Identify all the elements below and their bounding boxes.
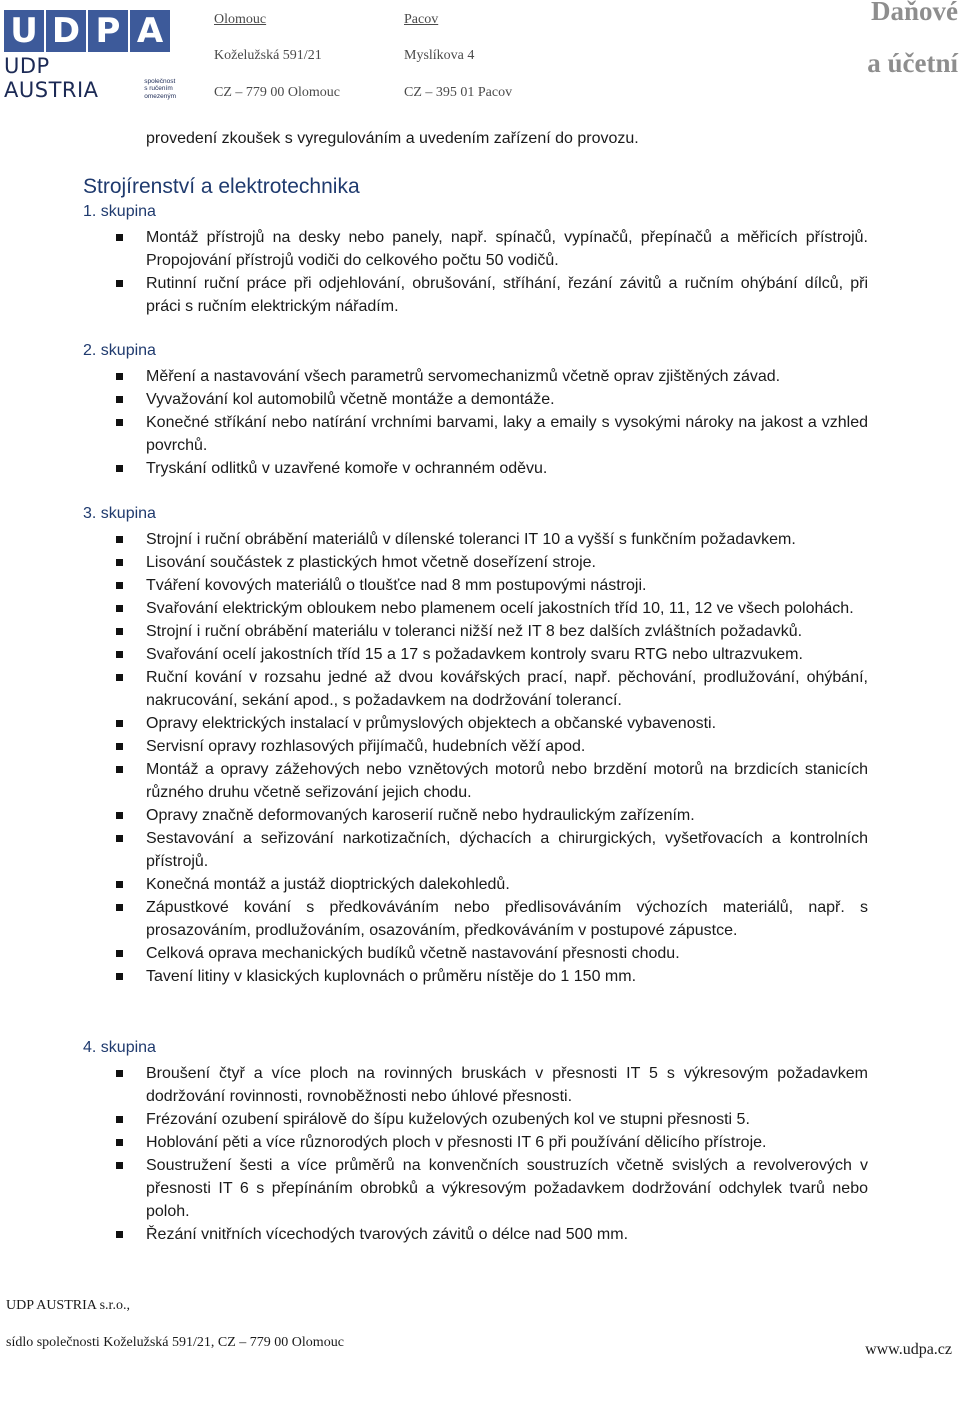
bullet-square-icon [116, 950, 123, 957]
group-list-3 [116, 528, 868, 988]
logo-letter-u: U [4, 10, 44, 52]
list-item [116, 574, 868, 597]
list-item [116, 643, 868, 666]
bullet-square-icon [116, 1162, 123, 1169]
list-item-text: Zápustkové kování s předkováváním nebo předlisováváním výchozích materiálů, např. s prosazováním, prodlužováním, osazováním, předkováváním v postupové zápustce. [146, 899, 868, 939]
list-item-text: Sestavování a seřizování narkotizačních, dýchacích a chirurgických, vyšetřovacích a kontrolních přístrojů. [146, 830, 868, 870]
bullet-square-icon [116, 720, 123, 727]
list-item-text: Vyvažování kol automobilů včetně montáže a demontáže. [146, 391, 555, 408]
list-item-text: Opravy elektrických instalací v průmyslových objektech a občanské vybavenosti. [146, 715, 717, 732]
list-item [116, 411, 868, 457]
list-item-text: Tváření kovových materiálů o tloušťce nad 8 mm postupovými nástroji. [146, 577, 647, 594]
group-label-3: 3. skupina [83, 505, 156, 522]
list-item-text: Montáž přístrojů na desky nebo panely, např. spínačů, vypínačů, přepínačů a měřicích přístrojů. Propojování přístrojů vodiči do celkového počtu 50 vodičů. [146, 229, 868, 269]
office-zip: CZ – 395 01 Pacov [404, 85, 513, 100]
bullet-square-icon [116, 465, 123, 472]
bullet-square-icon [116, 582, 123, 589]
list-item [116, 1223, 868, 1246]
list-item-text: Svařování elektrickým obloukem nebo plamenem ocelí jakostních tříd 10, 11, 12 ve všech polohách. [146, 600, 854, 617]
list-item-text: Montáž a opravy zážehových nebo vznětových motorů nebo brzdění motorů na brzdicích stanicích různého druhu včetně seřizování jejich chodu. [146, 761, 868, 801]
list-item [116, 226, 868, 272]
bullet-square-icon [116, 1070, 123, 1077]
footer-address: sídlo společnosti Koželužská 591/21, CZ – 779 00 Olomouc [6, 1335, 344, 1350]
office-street: Myslíkova 4 [404, 48, 475, 63]
list-item [116, 551, 868, 574]
list-item [116, 365, 868, 388]
list-item [116, 758, 868, 804]
list-item [116, 1108, 868, 1131]
logo-letter-a: A [130, 10, 170, 52]
list-item-text: Rutinní ruční práce při odjehlování, obrušování, stříhání, řezání závitů a ručním ohýbání dílců, při práci s ručním elektrickým nářadím. [146, 275, 868, 315]
bullet-square-icon [116, 536, 123, 543]
list-item-text: Frézování ozubení spirálově do šípu kuželových ozubených kol ve stupni přesnosti 5. [146, 1111, 750, 1128]
list-item-text: Tavení litiny v klasických kuplovnách o průměru nístěje do 1 150 mm. [146, 968, 637, 985]
bullet-square-icon [116, 1116, 123, 1123]
list-item-text: Hoblování pěti a více různorodých ploch v přesnosti IT 6 při používání dělicího přístroje. [146, 1134, 767, 1151]
bullet-square-icon [116, 766, 123, 773]
bullet-square-icon [116, 1231, 123, 1238]
office-street: Koželužská 591/21 [214, 48, 322, 63]
page-header [0, 0, 960, 110]
bullet-square-icon [116, 280, 123, 287]
bullet-square-icon [116, 419, 123, 426]
brand-line-2: a účetní [867, 48, 958, 78]
logo-company-name: UDP AUSTRIA [4, 54, 99, 102]
bullet-square-icon [116, 812, 123, 819]
bullet-square-icon [116, 651, 123, 658]
list-item [116, 804, 868, 827]
bullet-square-icon [116, 373, 123, 380]
list-item [116, 1154, 868, 1223]
bullet-square-icon [116, 743, 123, 750]
list-item [116, 528, 868, 551]
bullet-square-icon [116, 973, 123, 980]
logo-tagline-line: společnost [144, 77, 176, 85]
logo-tagline-line: omezeným [144, 92, 176, 100]
list-item [116, 666, 868, 712]
list-item-text: Opravy značně deformovaných karoserií ručně nebo hydraulickým zařízením. [146, 807, 695, 824]
intro-line: provedení zkoušek s vyregulováním a uvedením zařízení do provozu. [146, 130, 639, 147]
list-item [116, 965, 868, 988]
office-city[interactable]: Olomouc [214, 12, 267, 27]
list-item-text: Konečné stříkání nebo natírání vrchními barvami, laky a emaily s vysokými nároky na jakost a vzhled povrchů. [146, 414, 868, 454]
list-item-text: Strojní i ruční obrábění materiálu v toleranci nižší než IT 8 bez dalších zvláštních požadavků. [146, 623, 803, 640]
list-item [116, 942, 868, 965]
brand-line-1: Daňové [871, 0, 958, 26]
list-item-text: Celková oprava mechanických budíků včetně nastavování přesnosti chodu. [146, 945, 680, 962]
bullet-square-icon [116, 674, 123, 681]
list-item-text: Ruční kování v rozsahu jedné až dvou kovářských prací, např. pěchování, prodlužování, ohýbání, nakrucování, sekání apod., s požadavkem na dodržování tolerancí. [146, 669, 868, 709]
group-list-2 [116, 365, 868, 480]
group-list-1 [116, 226, 868, 318]
list-item [116, 1062, 868, 1108]
list-item [116, 896, 868, 942]
logo-letter-p: P [88, 10, 128, 52]
list-item-text: Konečná montáž a justáž dioptrických dalekohledů. [146, 876, 510, 893]
section-title: Strojírenství a elektrotechnika [83, 175, 360, 198]
bullet-square-icon [116, 1139, 123, 1146]
list-item [116, 597, 868, 620]
logo-letter-boxes [4, 10, 176, 52]
bullet-square-icon [116, 881, 123, 888]
list-item-text: Broušení čtyř a více ploch na rovinných bruskách v přesnosti IT 5 s výkresovým požadavkem dodržování rovinnosti, rovnoběžnosti nebo úhlové přesnosti. [146, 1065, 868, 1105]
list-item [116, 457, 868, 480]
bullet-square-icon [116, 835, 123, 842]
list-item [116, 735, 868, 758]
group-label-2: 2. skupina [83, 342, 156, 359]
bullet-square-icon [116, 234, 123, 241]
bullet-square-icon [116, 605, 123, 612]
list-item-text: Řezání vnitřních vícechodých tvarových závitů o délce nad 500 mm. [146, 1226, 629, 1243]
office-city[interactable]: Pacov [404, 12, 439, 27]
list-item-text: Tryskání odlitků v uzavřené komoře v ochranném oděvu. [146, 460, 548, 477]
footer-website-link[interactable]: www.udpa.cz [865, 1341, 952, 1358]
logo-tagline [144, 78, 176, 101]
udp-austria-logo [4, 10, 176, 102]
list-item [116, 388, 868, 411]
bullet-square-icon [116, 628, 123, 635]
list-item [116, 620, 868, 643]
bullet-square-icon [116, 904, 123, 911]
group-list-4 [116, 1062, 868, 1246]
logo-tagline-line: s ručením [144, 85, 173, 92]
list-item [116, 712, 868, 735]
bullet-square-icon [116, 396, 123, 403]
list-item-text: Strojní i ruční obrábění materiálů v dílenské toleranci IT 10 a vyšší s funkčním požadavkem. [146, 531, 796, 548]
list-item [116, 873, 868, 896]
group-label-1: 1. skupina [83, 203, 156, 220]
page-footer [0, 1280, 960, 1405]
list-item-text: Servisní opravy rozhlasových přijímačů, hudebních věží apod. [146, 738, 586, 755]
office-zip: CZ – 779 00 Olomouc [214, 85, 340, 100]
list-item [116, 827, 868, 873]
group-label-4: 4. skupina [83, 1039, 156, 1056]
list-item-text: Soustružení šesti a více průměrů na konvenčních soustruzích včetně svislých a revolverových v přesnosti IT 6 s přepínáním obrobků a výkresovým požadavkem dodržování odchylek tvarů nebo poloh. [146, 1157, 868, 1220]
footer-company: UDP AUSTRIA s.r.o., [6, 1298, 130, 1313]
logo-letter-d: D [46, 10, 86, 52]
list-item-text: Svařování ocelí jakostních tříd 15 a 17 s požadavkem kontroly svaru RTG nebo ultrazvukem. [146, 646, 803, 663]
list-item [116, 1131, 868, 1154]
list-item-text: Lisování součástek z plastických hmot včetně doseřízení stroje. [146, 554, 596, 571]
list-item-text: Měření a nastavování všech parametrů servomechanizmů včetně oprav zjištěných závad. [146, 368, 781, 385]
list-item [116, 272, 868, 318]
bullet-square-icon [116, 559, 123, 566]
